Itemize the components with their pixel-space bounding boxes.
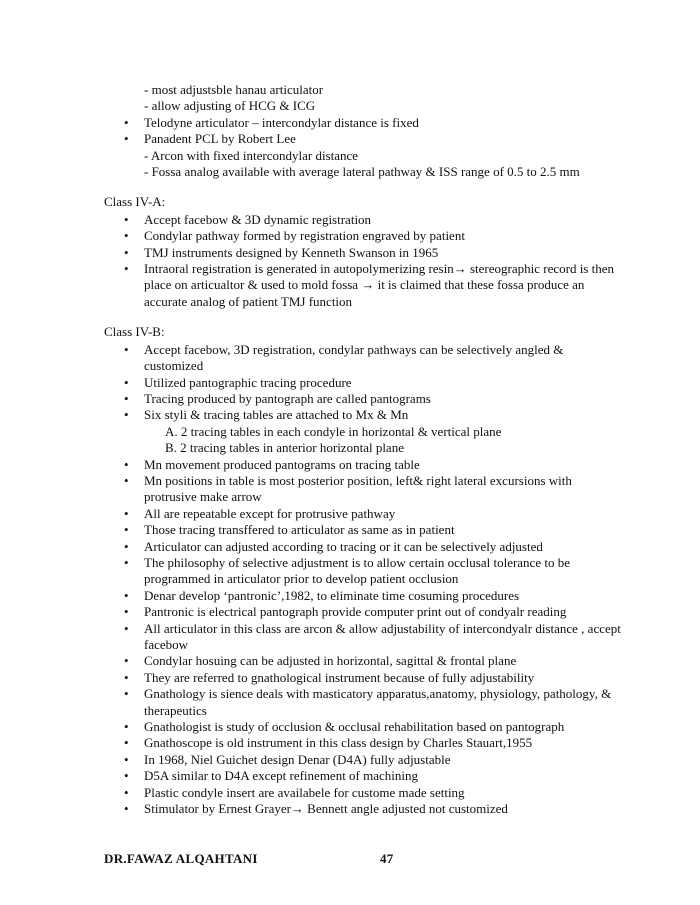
bullet-item: • Mn positions in table is most posterior position, left& right lateral excursions with protrusive make arrow [104,473,624,506]
bullet-item: • Telodyne articulator – intercondylar distance is fixed [104,115,624,131]
section-heading-class-iv-b: Class IV-B: [104,324,165,340]
sub-dash-line: - Fossa analog available with average lateral pathway & ISS range of 0.5 to 2.5 mm [144,164,580,180]
bullet-item: • Plastic condyle insert are availabele for custome made setting [104,785,624,801]
bullet-item: • All articulator in this class are arcon & allow adjustability of intercondyalr distance , accept facebow [104,621,624,654]
bullet-item: • In 1968, Niel Guichet design Denar (D4A) fully adjustable [104,752,624,768]
section-heading-class-iv-a: Class IV-A: [104,194,166,210]
lettered-sub-item: B. 2 tracing tables in anterior horizontal plane [165,440,404,456]
bullet-item: • Denar develop ‘pantronic’,1982, to eliminate time cosuming procedures [104,588,624,604]
bullet-item: • Stimulator by Ernest Grayer→ Bennett angle adjusted not customized [104,801,624,817]
bullet-item: • Tracing produced by pantograph are called pantograms [104,391,624,407]
bullet-item: • Intraoral registration is generated in autopolymerizing resin→ stereographic record is then place on articualtor & used to mold fossa → it is claimed that these fossa produce an accurate analog of patient TMJ function [104,261,624,310]
bullet-item: • Condylar hosuing can be adjusted in horizontal, sagittal & frontal plane [104,653,624,669]
bullet-item: • Pantronic is electrical pantograph provide computer print out of condyalr reading [104,604,624,620]
bullet-item: • Articulator can adjusted according to tracing or it can be selectively adjusted [104,539,624,555]
bullet-item: • TMJ instruments designed by Kenneth Swanson in 1965 [104,245,624,261]
bullet-item: • Those tracing transffered to articulator as same as in patient [104,522,624,538]
bullet-item: • Utilized pantographic tracing procedure [104,375,624,391]
bullet-item: • Gnathoscope is old instrument in this class design by Charles Stauart,1955 [104,735,624,751]
intro-dash-line: - allow adjusting of HCG & ICG [144,98,316,114]
bullet-item: • They are referred to gnathological instrument because of fully adjustability [104,670,624,686]
class-iv-b-list [104,342,624,818]
bullet-item: • All are repeatable except for protrusive pathway [104,506,624,522]
page-number: 47 [380,851,394,866]
bullet-item: • Panadent PCL by Robert Lee - Arcon with fixed intercondylar distance - Fossa analog available with average lateral pathway & ISS range of 0.5 to 2.5 mm [104,131,624,180]
intro-bullet-list [104,115,624,181]
class-iv-a-list [104,212,624,310]
bullet-item: • Accept facebow, 3D registration, condylar pathways can be selectively angled & customized [104,342,624,375]
bullet-item: • D5A similar to D4A except refinement of machining [104,768,624,784]
intro-dash-line: - most adjustsble hanau articulator [144,82,324,97]
bullet-item: • Mn movement produced pantograms on tracing table [104,457,624,473]
bullet-item: • Six styli & tracing tables are attached to Mx & Mn A. 2 tracing tables in each condyle in horizontal & vertical plane B. 2 tracing tables in anterior horizontal plane [104,407,624,456]
bullet-item: • Condylar pathway formed by registration engraved by patient [104,228,624,244]
bullet-item: • Accept facebow & 3D dynamic registration [104,212,624,228]
page-body [104,82,624,817]
bullet-item: • The philosophy of selective adjustment is to allow certain occlusal tolerance to be programmed in articulator prior to develop patient occlusion [104,555,624,588]
bullet-item: • Gnathology is sience deals with masticatory apparatus,anatomy, physiology, pathology, & therapeutics [104,686,624,719]
footer-author: DR.FAWAZ ALQAHTANI [104,851,258,866]
bullet-item: • Gnathologist is study of occlusion & occlusal rehabilitation based on pantograph [104,719,624,735]
sub-dash-line: - Arcon with fixed intercondylar distance [144,147,359,163]
lettered-sub-item: A. 2 tracing tables in each condyle in horizontal & vertical plane [165,423,502,439]
